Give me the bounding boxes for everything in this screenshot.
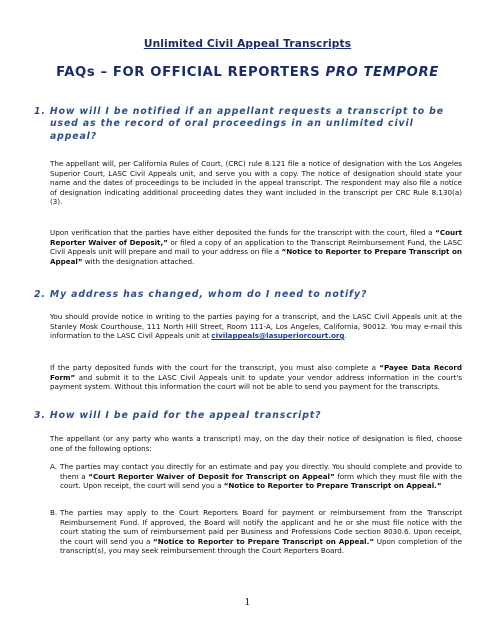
option-b-body: The parties may apply to the Court Reporters Board for payment or reimbursement from the Transcript Reimbursement Fund. If approved, the Board will notify the applicant and he or she must file notice with the court stating the sum of reimbursement paid per Business and Professions Code section 8030.6. Upon receipt, the court will send you a “Notice to Reporter to Prepare Transcript on Appeal.” Upon completion of the transcript(s), you may seek reimbursement through the Court Reporters Board.	[60, 508, 462, 555]
faq-question-3-text: 3. How will I be paid for the appeal transcript?	[34, 410, 322, 421]
faq-question-1	[34, 106, 464, 143]
document-subtitle	[0, 65, 495, 80]
notice-to-reporter-form-name: “Notice to Reporter to Prepare Transcript on Appeal”	[50, 247, 462, 266]
document-title: Unlimited Civil Appeal Transcripts	[143, 38, 352, 50]
payee-data-record-form-name: “Payee Data Record Form”	[50, 363, 462, 382]
faq-answer-2-paragraph-2: If the party deposited funds with the court for the transcript, you must also complete a “Payee Data Record Form” and submit it to the LASC Civil Appeals unit to update your vendor address information in the court's payment system. Without this information the court will not be able to send you payment for the transcripts.	[50, 363, 462, 391]
option-a-notice-form-name: “Notice to Reporter to Prepare Transcript on Appeal.”	[223, 481, 442, 490]
subtitle-main: FAQs – FOR OFFICIAL REPORTERS	[56, 65, 326, 80]
option-a-marker: A.	[50, 462, 58, 471]
waiver-deposit-transcript-form-name: “Court Reporter Waiver of Deposit for Transcript on Appeal”	[88, 471, 335, 481]
payment-option-a	[50, 462, 462, 491]
waiver-of-deposit-form-name: “Court Reporter Waiver of Deposit,”	[50, 228, 462, 247]
faq-answer-3-intro: The appellant (or any party who wants a transcript) may, on the day their notice of designation is filed, choose one of the following options:	[50, 434, 462, 453]
faq-question-1-text: 1. How will I be notified if an appellant requests a transcript to be used as the record of oral proceedings in an unlimited civil appeal?	[34, 106, 444, 142]
faq-answer-1-paragraph-2: Upon verification that the parties have either deposited the funds for the transcript with the court, filed a “Court Reporter Waiver of Deposit,” or filed a copy of an application to the Transcript Reimbursement Fund, the LASC Civil Appeals unit will prepare and mail to your address on file a “Notice to Reporter to Prepare Transcript on Appeal” with the designation attached.	[50, 228, 462, 266]
subtitle-emphasis: PRO TEMPORE	[325, 65, 439, 80]
option-a-body: The parties may contact you directly for an estimate and pay you directly. You should complete and provide to them a “Court Reporter Waiver of Deposit for Transcript on Appeal” form which they must file with the court. Upon receipt, the court will send you a “Notice to Reporter to Prepare Transcript on Appeal.”	[60, 462, 463, 490]
faq-question-2-text: 2. My address has changed, whom do I need to notify?	[34, 289, 368, 300]
payment-option-b	[50, 508, 462, 556]
option-b-heading: The parties may apply to the Court Reporters Board for payment or reimbursement from the Transcript Reimbursement Fund	[60, 508, 462, 527]
page-number: 1	[244, 598, 251, 608]
option-b-notice-form-name: “Notice to Reporter to Prepare Transcript on Appeal.”	[153, 536, 375, 546]
faq-question-2	[34, 289, 464, 301]
option-b-marker: B.	[50, 508, 58, 517]
option-a-heading: The parties may contact you directly for an estimate and pay you directly	[60, 462, 328, 471]
civil-appeals-email-link[interactable]: civilappeals@lasuperiorcourt.org	[211, 331, 345, 340]
faq-question-3	[34, 410, 464, 422]
faq-answer-2-paragraph-1: You should provide notice in writing to the parties paying for a transcript, and the LASC Civil Appeals unit at the Stanley Mosk Courthouse, 111 North Hill Street, Room 111-A, Los Angeles, California, 90012. You may e-mail this information to the LASC Civil Appeals unit at civilappeals@lasuperiorcourt.org.	[50, 312, 462, 340]
faq-answer-1-paragraph-1: The appellant will, per California Rules of Court, (CRC) rule 8.121 file a notice of designation with the Los Angeles Superior Court, LASC Civil Appeals unit, and serve you with a copy. The notice of designation should state your name and the dates of proceedings to be included in the appeal transcript. The respondent may also file a notice of designation indicating additional proceeding dates they want included in the transcript per CRC Rule 8.130(a)(3).	[50, 159, 462, 206]
